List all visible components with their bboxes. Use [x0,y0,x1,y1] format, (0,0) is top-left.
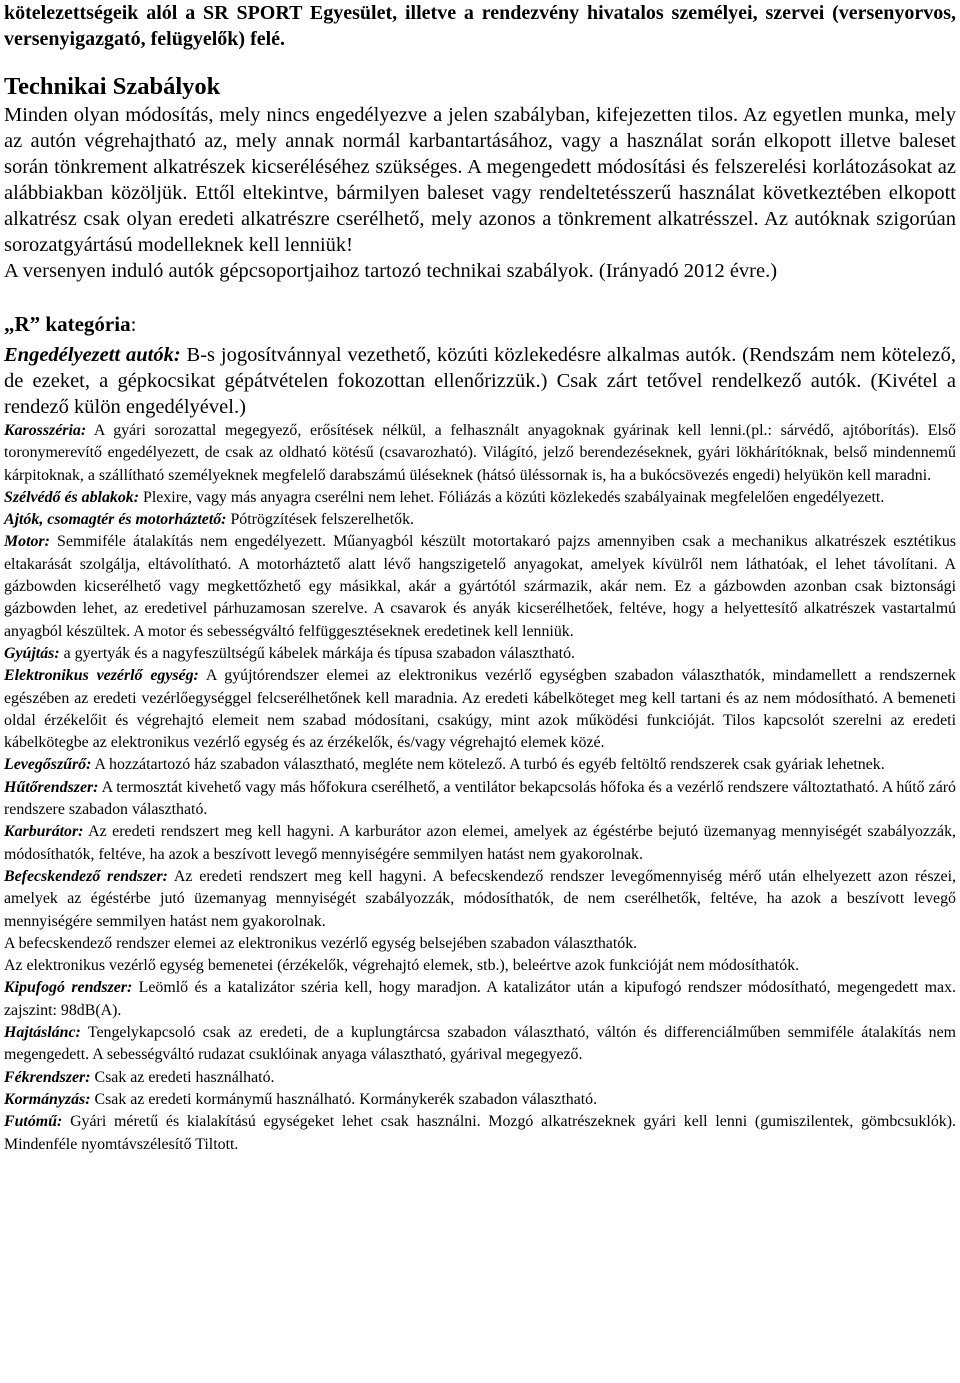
rule-section-label: Hűtőrendszer: [4,778,99,796]
rule-section [4,531,956,642]
rule-section [4,487,956,509]
rule-section-text: Az elektronikus vezérlő egység bemenetei (érzékelők, végrehajtó elemek, stb.), beleértve azok funkcióját nem módosíthatók. [4,957,800,975]
allowed-cars-label: Engedélyezett autók: [4,344,181,366]
rule-section [4,955,956,977]
rule-section-label: Gyújtás: [4,644,60,662]
rule-section [4,777,956,822]
technical-rules-body: Minden olyan módosítás, mely nincs engedélyezve a jelen szabályban, kifejezetten tilos. Az egyetlen munka, mely az autón végrehajtható az, mely annak normál karbantartásához, vagy a használat során elkopott illetve baleset során tönkrement alkatrészek kicseréléséhez szükséges. A megengedett módosítási és felszerelési korlátozásokat az alábbiakban közöljük. Ettől eltekintve, bármilyen baleset vagy rendeltetésszerű használat következtében elkopott alkatrész csak olyan eredeti alkatrészre cserélhető, mely azonos a tönkrement alkatrésszel. Az autóknak szigorúan sorozatgyártású modelleknek kell lenniük! [4,104,956,256]
rule-section-text: a gyertyák és a nagyfeszültségű kábelek márkája és típusa szabadon választható. [59,644,575,662]
rule-section [4,821,956,866]
rule-section-text: A hozzátartozó ház szabadon választható, megléte nem kötelező. A turbó és egyéb feltöltő rendszerek csak gyáriak lehetnek. [91,756,885,774]
rule-section-text: Csak az eredeti használható. [90,1068,275,1086]
rule-section [4,977,956,1022]
rule-section-text: Plexire, vagy más anyagra cserélni nem lehet. Fóliázás a közúti közlekedés szabályainak megfelelően engedélyezett. [139,488,885,506]
rule-section-text: Semmiféle átalakítás nem engedélyezett. Műanyagból készült motortakaró pajzs amennyiben csak a mechanikus alkatrészek esztétikus eltakarását szolgálja, eltávolítható. A motorháztető alatt lévő hangszigetelő anyagokat, amelyek kívülről nem láthatóak, el lehet távolítani. A gázbowden kicserélhető vagy megkettőzhető egy másikkal, akár a gyártótól származik, akár nem. Ez a gázbowden azonban csak biztonsági gázbowden lehet, az eredetivel párhuzamosan szerelve. A csavarok és anyák kicserélhetőek, feltéve, hogy a helyettesítő alkatrészek vastartalmú anyagból készültek. A motor és sebességváltó felfüggesztéseknek eredetinek kell lenniük. [4,533,956,640]
r-category-heading [4,310,956,338]
rule-section-text: Az eredeti rendszert meg kell hagyni. A karburátor azon elemei, amelyek az égéstérbe bejutó üzemanyag mennyiségét szabályozzák, módosíthatók, feltéve, ha azok a beszívott levegő mennyiségére semmilyen hatást nem gyakorolnak. [4,823,956,863]
rule-section [4,866,956,933]
rule-section-label: Levegőszűrő: [4,756,92,774]
technical-rules-reference: A versenyen induló autók gépcsoportjaihoz tartozó technikai szabályok. (Irányadó 2012 évre.) [4,260,778,282]
rule-section-label: Ajtók, csomagtér és motorháztető: [4,511,227,529]
rule-section [4,1022,956,1067]
rule-section [4,420,956,487]
allowed-cars-paragraph [4,342,956,420]
r-category-colon: : [130,312,137,336]
rule-section [4,509,956,531]
rules-sections [4,420,956,1156]
rule-section-text: A termosztát kivehető vagy más hőfokura cserélhető, a ventilátor bekapcsolás hőfoka és a vezérlő rendszere változtatható. A hűtő záró rendszere szabadon választható. [4,778,956,819]
rule-section-label: Szélvédő és ablakok: [4,488,140,506]
rule-section-text: A gyújtórendszer elemei az elektronikus vezérlő egységben szabadon választhatók, mindamellett a rendszernek egészében az eredeti vezérlőegységgel felcserélhetőnek kell maradnia. Az eredeti kábelköteget meg kell tartani és az nem módosítható. A bemeneti oldal érzékelőit és végrehajtó elemeit nem szabad módosítani, csakúgy, mint azok működési funkcióját. Tilos kapcsolót szerelni az eredeti kábelkötegbe az elektronikus vezérlő egység és az érzékelők, és/vagy végrehajtó elemek közé. [4,667,956,752]
rule-section-text: Tengelykapcsoló csak az eredeti, de a kuplungtárcsa szabadon választható, váltón és differenciálműben semmiféle átalakítás nem megengedett. A sebességváltó rudazat csuklóinak anyaga választható, gyárival megegyező. [4,1024,956,1064]
rule-section [4,643,956,665]
rule-section-text: Leömlő és a katalizátor széria kell, hogy maradjon. A katalizátor után a kipufogó rendszer módosítható, megengedett max. zajszint: 98dB(A). [4,979,956,1019]
rule-section-label: Futómű: [4,1113,63,1131]
rule-section-text: A befecskendező rendszer elemei az elektronikus vezérlő egység belsejében szabadon választhatók. [4,934,638,952]
rule-section-label: Kormányzás: [4,1090,91,1108]
rule-section [4,933,956,955]
rule-section-label: Karosszéria: [4,422,87,439]
rule-section-text: Pótrögzítések felszerelhetők. [226,511,415,529]
rule-section-label: Motor: [4,533,50,551]
rule-section-label: Karburátor: [4,823,84,841]
rule-section-label: Hajtáslánc: [4,1024,81,1042]
rule-section [4,1089,956,1111]
rule-section-label: Elektronikus vezérlő egység: [4,667,199,685]
rule-section-text: Az eredeti rendszert meg kell hagyni. A befecskendező rendszer levegőmennyiség mérő után elhelyezett azon részei, amelyek az égéstérbe jutó üzemanyag mennyiségét szabályozzák, módosíthatók, de nem cserélhetők, feltéve, ha azok a beszívott levegő mennyiségére semmilyen hatást nem gyakorolnak. [4,867,956,930]
allowed-cars-text: B-s jogosítvánnyal vezethető, közúti közlekedésre alkalmas autók. (Rendszám nem kötelező, de ezeket, a gépkocsikat gépátvételen fokozottan ellenőrizzük.) Csak zárt tetővel rendelkező autók. (Kivétel a rendező külön engedélyével.) [4,344,956,418]
rule-section [4,1111,956,1156]
intro-paragraph: kötelezettségeik alól a SR SPORT Egyesület, illetve a rendezvény hivatalos személyei, szervei (versenyorvos, versenyigazgató, felügyelők) felé. [4,2,956,50]
rule-section-label: Fékrendszer: [4,1068,91,1086]
rule-section-text: A gyári sorozattal megegyező, erősítések nélkül, a felhasznált anyagoknak gyárinak kell lenni.(pl.: sárvédő, ajtóborítás). Első toronymerevítő engedélyezett, de csak az oldható kötésű (csavarozható). Világító, jelző berendezéseknek, gyári lökhárítóknak, belső mindennemű kárpitoknak, a szállítható személyeknek megfelelő darabszámú üléseknek (hátsó üléssornak is, ha a bukócsövezés engedi) helyükön kell maradni. [4,422,956,484]
rule-section-label: Befecskendező rendszer: [4,867,168,885]
rule-section-text: Csak az eredeti kormánymű használható. Kormánykerék szabadon választható. [90,1090,598,1108]
rule-section [4,1067,956,1089]
rule-section [4,665,956,754]
rule-section-label: Kipufogó rendszer: [4,979,133,997]
technical-rules-heading: Technikai Szabályok [4,73,221,100]
rule-section-text: Gyári méretű és kialakítású egységeket lehet csak használni. Mozgó alkatrészeknek gyári kell lenni (gumiszilentek, gömbcsuklók). Mindenféle nyomtávszélesítő Tiltott. [4,1113,956,1153]
rule-section [4,754,956,776]
r-category-label: „R” kategória [4,312,131,336]
